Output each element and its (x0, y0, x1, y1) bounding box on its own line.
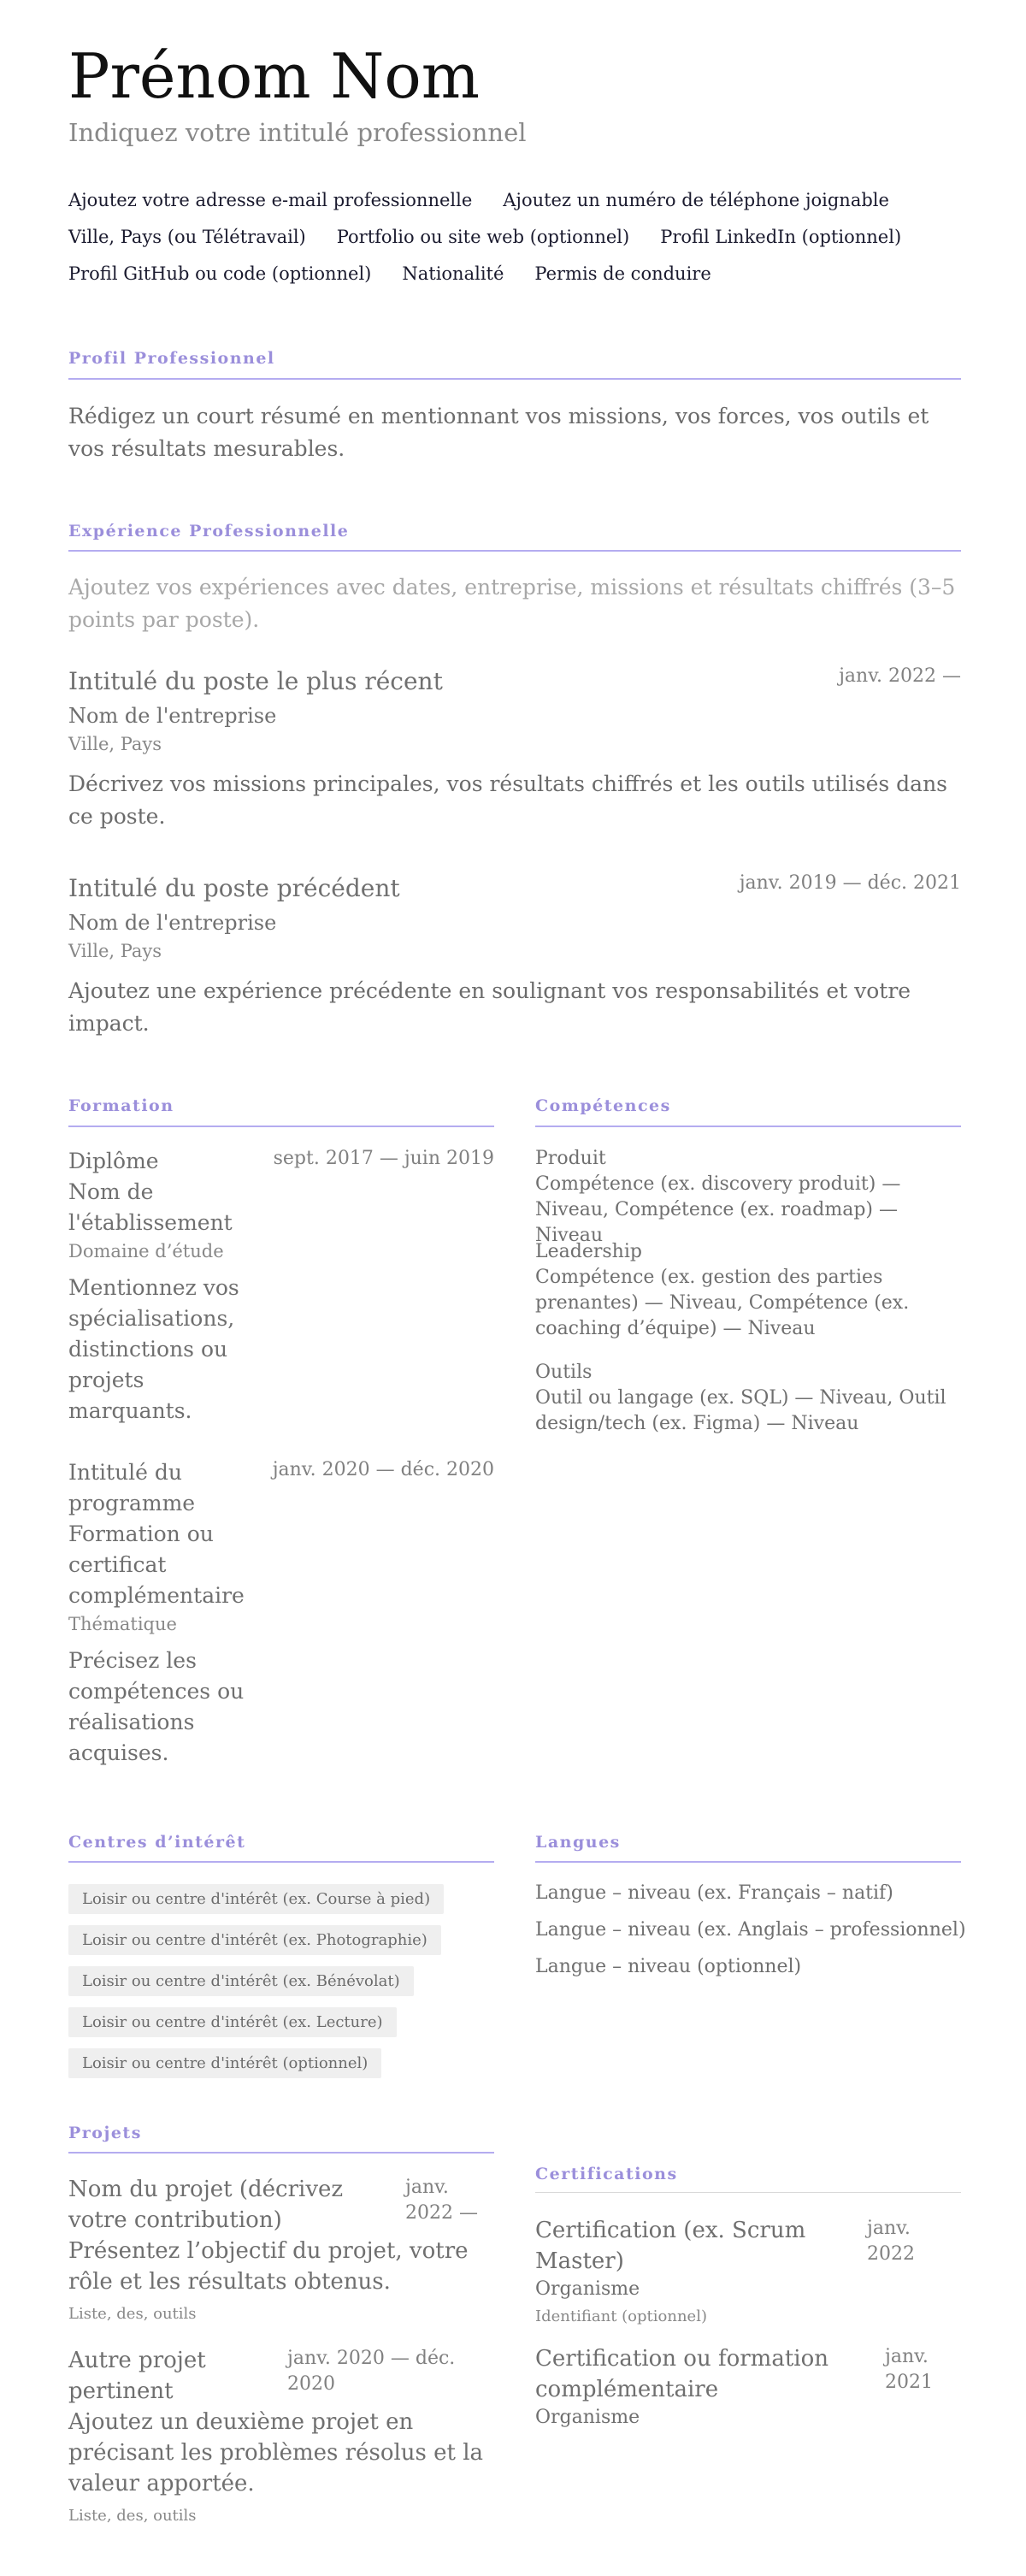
section-divider (68, 1126, 494, 1127)
contact-phone: Ajoutez un numéro de téléphone joignable (503, 189, 889, 210)
profile-summary: Rédigez un court résumé en mentionnant vos missions, vos forces, vos outils et vos résultats mesurables. (68, 404, 929, 461)
job-date: janv. 2022 — (839, 665, 961, 687)
job-description: Ajoutez une expérience précédente en soulignant vos responsabilités et votre impact. (68, 978, 911, 1036)
experience-hint: Ajoutez vos expériences avec dates, entreprise, missions et résultats chiffrés (3–5 points par poste). (68, 575, 956, 632)
section-title-interests: Centres d’intérêt (68, 1833, 246, 1852)
section-divider (68, 2152, 494, 2154)
professional-headline: Indiquez votre intitulé professionnel (68, 118, 527, 147)
education-description: Précisez les compétences ou réalisations acquises. (68, 1648, 245, 1765)
interest-tag: Loisir ou centre d'intérêt (optionnel) (68, 2048, 381, 2078)
section-divider (535, 2192, 961, 2193)
job-company: Nom de l'entreprise (68, 911, 277, 935)
section-divider (535, 1861, 961, 1863)
full-name: Prénom Nom (68, 40, 480, 112)
school-name: Nom de l'établissement (68, 1179, 233, 1235)
skill-group-items: Compétence (ex. gestion des parties prenantes) — Niveau, Compétence (ex. coaching d’équipe) — Niveau (535, 1267, 910, 1339)
section-divider (535, 1126, 961, 1127)
contact-email: Ajoutez votre adresse e-mail professionnelle (68, 189, 473, 210)
skill-group-name: Leadership (535, 1241, 642, 1262)
interest-tag: Loisir ou centre d'intérêt (ex. Course à pied) (68, 1884, 444, 1914)
section-title-experience: Expérience Professionnelle (68, 522, 350, 541)
skill-group-name: Outils (535, 1362, 593, 1383)
education-date: janv. 2020 — déc. 2020 (272, 1459, 494, 1480)
certification-name: Certification (ex. Scrum Master) (535, 2218, 806, 2274)
certification-id: Identifiant (optionnel) (535, 2307, 707, 2325)
language-item: Langue – niveau (ex. Français – natif) (535, 1882, 893, 1904)
job-title: Intitulé du poste précédent (68, 874, 400, 902)
certification-name: Certification ou formation complémentaire (535, 2346, 828, 2402)
contact-linkedin: Profil LinkedIn (optionnel) (660, 226, 902, 247)
skill-group-name: Produit (535, 1148, 606, 1169)
skill-group (535, 1360, 963, 1437)
section-title-education: Formation (68, 1096, 174, 1115)
interest-tag: Loisir ou centre d'intérêt (ex. Bénévolat) (68, 1966, 414, 1996)
contact-location: Ville, Pays (ou Télétravail) (68, 226, 306, 247)
project-description: Ajoutez un deuxième projet en précisant les problèmes résolus et la valeur apportée. (68, 2409, 484, 2496)
school-name: Formation ou certificat complémentaire (68, 1521, 245, 1608)
certification-org: Organisme (535, 2407, 640, 2428)
section-title-certifications: Certifications (535, 2165, 678, 2183)
education-item (68, 1457, 265, 1769)
education-item (68, 1146, 265, 1427)
section-title-languages: Langues (535, 1833, 621, 1852)
contact-portfolio: Portfolio ou site web (optionnel) (336, 226, 630, 247)
education-date: sept. 2017 — juin 2019 (273, 1148, 494, 1169)
skill-group (535, 1146, 963, 1249)
certification-date: janv. 2022 (867, 2218, 915, 2265)
job-date: janv. 2019 — déc. 2021 (739, 872, 961, 894)
job-title: Intitulé du poste le plus récent (68, 667, 443, 695)
field-of-study: Thématique (68, 1614, 177, 1634)
section-title-profile: Profil Professionnel (68, 349, 275, 368)
section-divider (68, 378, 961, 380)
interest-tag: Loisir ou centre d'intérêt (ex. Lecture) (68, 2007, 397, 2037)
contact-license: Permis de conduire (534, 263, 711, 284)
education-description: Mentionnez vos spécialisations, distinctions ou projets marquants. (68, 1275, 239, 1423)
job-description: Décrivez vos missions principales, vos résultats chiffrés et les outils utilisés dans ce poste. (68, 771, 948, 829)
field-of-study: Domaine d’étude (68, 1241, 224, 1261)
section-title-projects: Projets (68, 2124, 142, 2142)
language-item: Langue – niveau (ex. Anglais – professionnel) (535, 1919, 966, 1941)
interest-tag: Loisir ou centre d'intérêt (ex. Photographie) (68, 1925, 441, 1955)
project-date: janv. 2020 — déc. 2020 (287, 2348, 456, 2395)
project-tools: Liste, des, outils (68, 2507, 197, 2525)
contact-row (68, 218, 975, 255)
job-company: Nom de l'entreprise (68, 704, 277, 728)
project-date: janv. 2022 — (405, 2177, 478, 2224)
project-name: Nom du projet (décrivez votre contribution) (68, 2177, 344, 2233)
degree-title: Diplôme (68, 1149, 159, 1173)
contact-github: Profil GitHub ou code (optionnel) (68, 263, 372, 284)
job-location: Ville, Pays (68, 941, 162, 961)
section-divider (68, 1861, 494, 1863)
skill-group-items: Outil ou langage (ex. SQL) — Niveau, Outil design/tech (ex. Figma) — Niveau (535, 1387, 946, 1434)
contact-row (68, 255, 975, 292)
section-divider (68, 550, 961, 552)
contact-info (68, 181, 975, 292)
language-item: Langue – niveau (optionnel) (535, 1956, 802, 1977)
job-location: Ville, Pays (68, 734, 162, 754)
project-name: Autre projet pertinent (68, 2348, 206, 2404)
certification-org: Organisme (535, 2278, 640, 2300)
skill-group (535, 1239, 963, 1342)
project-tools: Liste, des, outils (68, 2305, 197, 2323)
certification-date: janv. 2021 (885, 2346, 933, 2393)
skill-group-items: Compétence (ex. discovery produit) — Niveau, Compétence (ex. roadmap) — Niveau (535, 1173, 901, 1246)
project-description: Présentez l’objectif du projet, votre rôle et les résultats obtenus. (68, 2238, 469, 2295)
section-title-skills: Compétences (535, 1096, 671, 1115)
degree-title: Intitulé du programme (68, 1460, 196, 1515)
contact-row (68, 181, 975, 218)
contact-nationality: Nationalité (402, 263, 504, 284)
